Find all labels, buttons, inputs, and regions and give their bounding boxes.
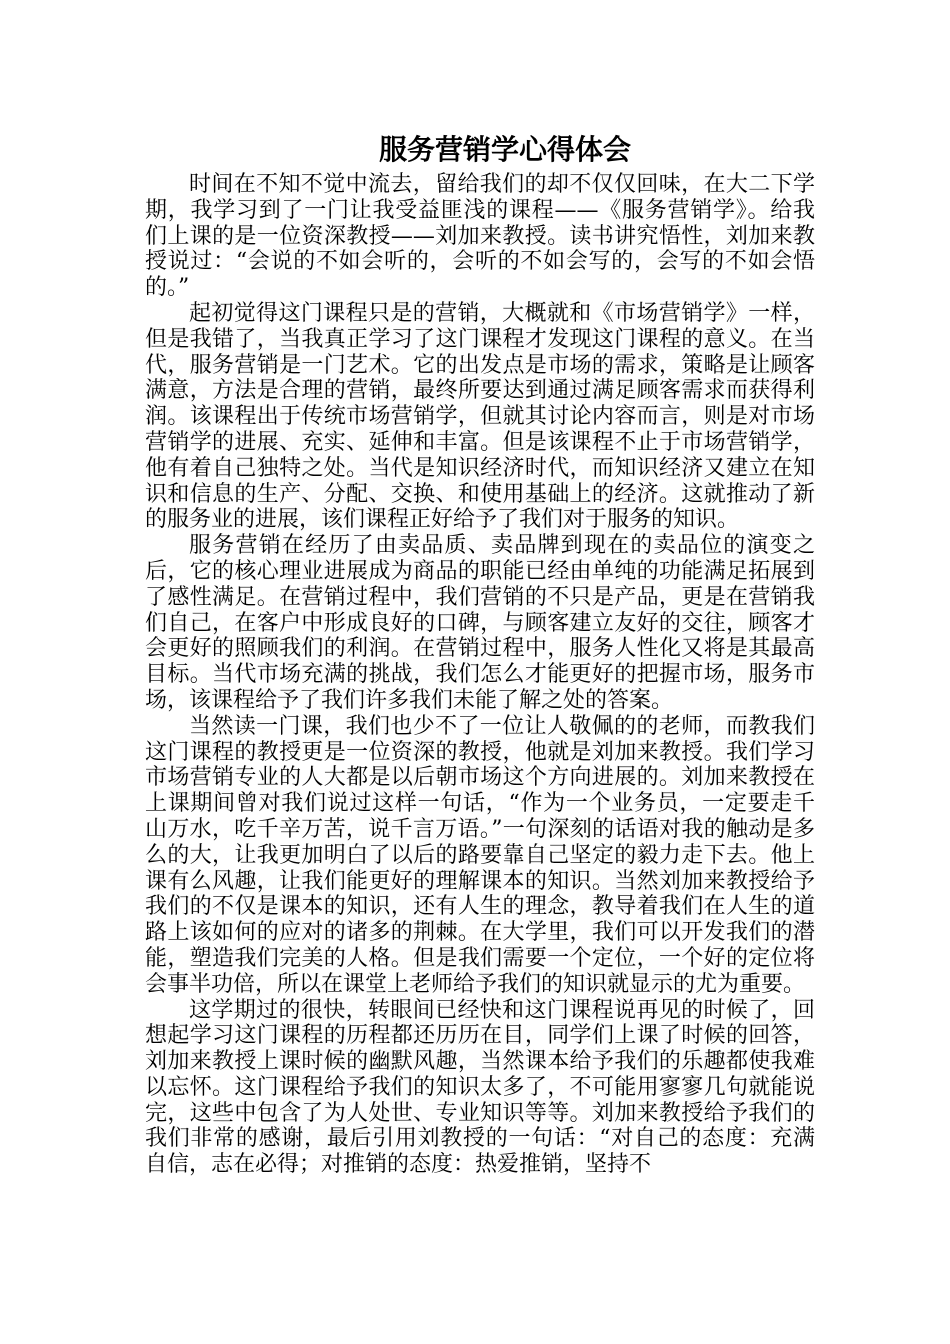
paragraph-3: 服务营销在经历了由卖品质、卖品牌到现在的卖品位的演变之后，它的核心理业进展成为商品的职能已经由单纯的功能满足拓展到了感性满足。在营销过程中，我们营销的不只是产品，更是在营销我们自己，在客户中形成良好的口碑，与顾客建立友好的交往，顾客才会更好的照顾我们的利润。在营销过程中，服务人性化又将是其最高目标。当代市场充满的挑战，我们怎么才能更好的把握市场，服务市场，该课程给予了我们许多我们未能了解之处的答案。 [145, 533, 815, 713]
paragraph-5: 这学期过的很快，转眼间已经快和这门课程说再见的时候了，回想起学习这门课程的历程都还历历在目，同学们上课了时候的回答，刘加来教授上课时候的幽默风趣，当然课本给予我们的乐趣都使我难以忘怀。这门课程给予我们的知识太多了，不可能用寥寥几句就能说完，这些中包含了为人处世、专业知识等等。刘加来教授给予我们的我们非常的感谢，最后引用刘教授的一句话：“对自己的态度：充满自信，志在必得；对推销的态度：热爱推销，坚持不 [145, 997, 815, 1178]
paragraph-4: 当然读一门课，我们也少不了一位让人敬佩的的老师，而教我们这门课程的教授更是一位资深的教授，他就是刘加来教授。我们学习市场营销专业的人大都是以后朝市场这个方向进展的。刘加来教授在上课期间曾对我们说过这样一句话，“作为一个业务员，一定要走千山万水，吃千辛万苦，说千言万语。”一句深刻的话语对我的触动是多么的大，让我更加明白了以后的路要靠自己坚定的毅力走下去。他上课有么风趣，让我们能更好的理解课本的知识。当然刘加来教授给予我们的不仅是课本的知识，还有人生的理念，教导着我们在人生的道路上该如何的应对的诸多的荆棘。在大学里，我们可以开发我们的潜能，塑造我们完美的人格。但是我们需要一个定位，一个好的定位将会事半功倍，所以在课堂上老师给予我们的知识就显示的尤为重要。 [145, 713, 815, 997]
document-body [145, 172, 815, 1178]
paragraph-2: 起初觉得这门课程只是的营销，大概就和《市场营销学》一样，但是我错了，当我真正学习了这门课程才发现这门课程的意义。在当代，服务营销是一门艺术。它的出发点是市场的需求，策略是让顾客满意，方法是合理的营销，最终所要达到通过满足顾客需求而获得利润。该课程出于传统市场营销学，但就其讨论内容而言，则是对市场营销学的进展、充实、延伸和丰富。但是该课程不止于市场营销学，他有着自己独特之处。当代是知识经济时代，而知识经济又建立在知识和信息的生产、分配、交换、和使用基础上的经济。这就推动了新的服务业的进展，该们课程正好给予了我们对于服务的知识。 [145, 300, 815, 533]
document-title: 服务营销学心得体会 [378, 133, 631, 166]
paragraph-1: 时间在不知不觉中流去，留给我们的却不仅仅回味，在大二下学期，我学习到了一门让我受益匪浅的课程——《服务营销学》。给我们上课的是一位资深教授——刘加来教授。读书讲究悟性，刘加来教授说过：“会说的不如会听的，会听的不如会写的，会写的不如会悟的。” [145, 172, 815, 301]
